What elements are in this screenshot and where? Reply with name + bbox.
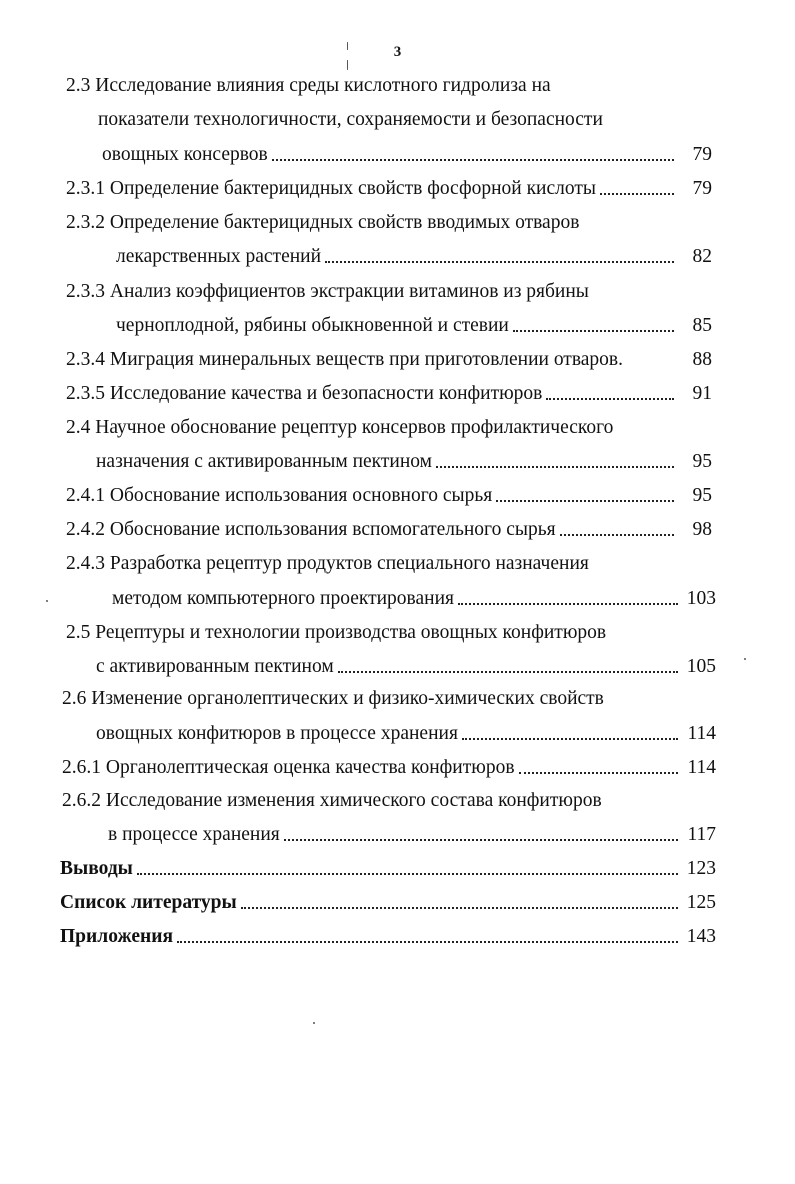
toc-entry-last-line: 2.3.4 Миграция минеральных веществ при приготовлении отваров. 88: [66, 349, 712, 370]
dot-leader: [496, 500, 674, 502]
toc-line: 2.5 Рецептуры и технологии производства овощных конфитюров: [66, 622, 607, 643]
dot-leader: [338, 671, 678, 673]
toc-page-number: 125: [686, 892, 716, 913]
toc-page-number: 79: [692, 144, 712, 165]
dot-leader: [513, 330, 674, 332]
dot-leader: [272, 159, 674, 161]
scan-speck: [313, 1022, 315, 1024]
toc-entry-last-line: овощных консервов 79: [102, 144, 712, 165]
toc-entry-last-line: 2.3.5 Исследование качества и безопасности конфитюров 91: [66, 383, 712, 404]
toc-entry-last-line: 2.4.1 Обоснование использования основного сырья 95: [66, 485, 712, 506]
toc-page-number: 123: [686, 858, 716, 879]
toc-page-number: 98: [692, 519, 712, 540]
toc-entry-last-line: Список литературы 125: [60, 892, 716, 913]
dot-leader: [284, 839, 678, 841]
toc-page-number: 79: [692, 178, 712, 199]
dot-leader: [546, 398, 674, 400]
toc-page-number: 117: [687, 824, 716, 845]
scan-speck: [347, 42, 348, 50]
dot-leader: [519, 772, 678, 774]
toc-page-number: 95: [692, 485, 712, 506]
toc-entry-last-line: 2.6.1 Органолептическая оценка качества конфитюров 114: [62, 757, 716, 778]
scan-speck: [46, 600, 48, 602]
toc-page-number: 88: [692, 349, 712, 370]
toc-entry-last-line: черноплодной, рябины обыкновенной и стевии 85: [116, 315, 712, 336]
dot-leader: [241, 907, 678, 909]
toc-entry-last-line: Выводы 123: [60, 858, 716, 879]
toc-line: 2.3.2 Определение бактерицидных свойств вводимых отваров: [66, 212, 580, 233]
toc-page-number: 95: [692, 451, 712, 472]
toc-line: показатели технологичности, сохраняемости и безопасности: [98, 109, 603, 130]
dot-leader: [462, 738, 678, 740]
dot-leader: [560, 534, 674, 536]
toc-entry-last-line: 2.3.1 Определение бактерицидных свойств фосфорной кислоты 79: [66, 178, 712, 199]
toc-page-number: 105: [686, 656, 716, 677]
toc-page-number: 143: [686, 926, 716, 947]
toc-line: 2.6.2 Исследование изменения химического состава конфитюров: [62, 790, 602, 811]
toc-line: 2.3 Исследование влияния среды кислотного гидролиза на: [66, 75, 551, 96]
toc-entry-last-line: методом компьютерного проектирования 103: [112, 588, 716, 609]
dot-leader: [600, 193, 674, 195]
toc-entry-last-line: в процессе хранения 117: [108, 824, 716, 845]
toc-entry-last-line: назначения с активированным пектином 95: [96, 451, 712, 472]
dot-leader: [137, 873, 678, 875]
toc-page-number: 82: [692, 246, 712, 267]
toc-page-number: 114: [687, 723, 716, 744]
toc-page-number: 103: [686, 588, 716, 609]
toc-entry-last-line: овощных конфитюров в процессе хранения 114: [96, 723, 716, 744]
toc-entry-last-line: Приложения 143: [60, 926, 716, 947]
scan-speck: [347, 60, 348, 70]
toc-line: 2.6 Изменение органолептических и физико-химических свойств: [62, 688, 604, 709]
dot-leader: [177, 941, 678, 943]
toc-entry-last-line: с активированным пектином 105: [96, 656, 716, 677]
toc-page-number: 85: [692, 315, 712, 336]
toc-entry-last-line: 2.4.2 Обоснование использования вспомогательного сырья 98: [66, 519, 712, 540]
dot-leader: [325, 261, 674, 263]
toc-page-number: 91: [692, 383, 712, 404]
scan-speck: [744, 658, 746, 660]
toc-line: 2.4.3 Разработка рецептур продуктов специального назначения: [66, 553, 589, 574]
toc-entry-last-line: лекарственных растений 82: [116, 246, 712, 267]
dot-leader: [458, 603, 678, 605]
toc-line: 2.3.3 Анализ коэффициентов экстракции витаминов из рябины: [66, 281, 589, 302]
toc-line: 2.4 Научное обоснование рецептур консервов профилактического: [66, 417, 614, 438]
page-number: 3: [393, 44, 402, 60]
dot-leader: [436, 466, 674, 468]
toc-page-number: 114: [687, 757, 716, 778]
